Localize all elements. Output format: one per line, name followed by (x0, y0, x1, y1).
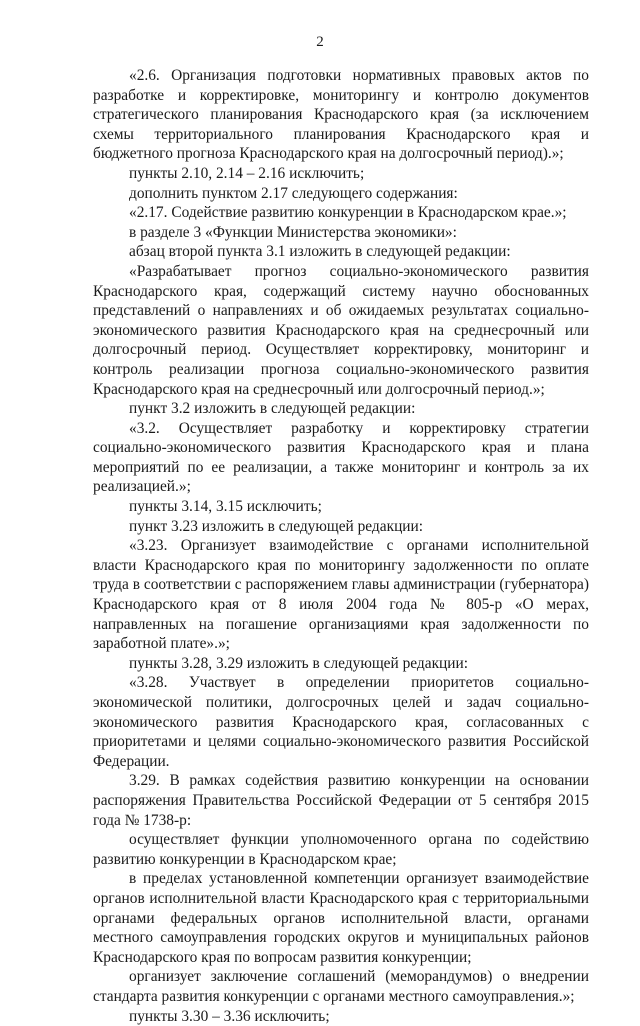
paragraph-3-29: 3.29. В рамках содействия развитию конкуренции на основании распоряжения Правительства Российской Федерации от 5 сентября 2015 года № 1738-р: (93, 771, 589, 830)
paragraph-3-2: «3.2. Осуществляет разработку и корректировку стратегии социально-экономического развития Краснодарского края и плана мероприятий по ее реализации, а также мониторинг и контроль за их реализацией.»; (93, 419, 589, 497)
paragraph-2-17: «2.17. Содействие развитию конкуренции в Краснодарском крае.»; (93, 203, 589, 223)
paragraph-exclude-2-10: пункты 2.10, 2.14 – 2.16 исключить; (93, 164, 589, 184)
paragraph-section-3: в разделе 3 «Функции Министерства экономики»: (93, 223, 589, 243)
paragraph-3-2-intro: пункт 3.2 изложить в следующей редакции: (93, 399, 589, 419)
paragraph-3-23-intro: пункт 3.23 изложить в следующей редакции: (93, 517, 589, 537)
document-body (93, 66, 589, 1026)
paragraph-add-2-17: дополнить пунктом 2.17 следующего содержания: (93, 184, 589, 204)
paragraph-3-28: «3.28. Участвует в определении приоритетов социально-экономической политики, долгосрочных целей и задач социально-экономического развития Краснодарского края, согласованных с приоритетами и целями социально-экономического развития Российской Федерации. (93, 673, 589, 771)
paragraph-3-29-functions: осуществляет функции уполномоченного органа по содействию развитию конкуренции в Краснодарском крае; (93, 830, 589, 869)
page-number: 2 (0, 34, 640, 50)
paragraph-3-1-intro: абзац второй пункта 3.1 изложить в следующей редакции: (93, 242, 589, 262)
paragraph-exclude-3-14: пункты 3.14, 3.15 исключить; (93, 497, 589, 517)
paragraph-3-1: «Разрабатывает прогноз социально-экономического развития Краснодарского края, содержащий систему научно обоснованных представлений о направлениях и об ожидаемых результатах социально-экономического развития Краснодарского края на среднесрочный или долгосрочный период. Осуществляет корректировку, мониторинг и контроль реализации прогноза социально-экономического развития Краснодарского края на среднесрочный или долгосрочный период.»; (93, 262, 589, 399)
paragraph-3-29-agreements: организует заключение соглашений (меморандумов) о внедрении стандарта развития конкуренции с органами местного самоуправления.»; (93, 967, 589, 1006)
paragraph-3-23: «3.23. Организует взаимодействие с органами исполнительной власти Краснодарского края по мониторингу задолженности по оплате труда в соответствии с распоряжением главы администрации (губернатора) Краснодарского края от 8 июля 2004 года № 805-р «О мерах, направленных на погашение организациями края задолженности по заработной плате».»; (93, 536, 589, 654)
paragraph-exclude-3-30: пункты 3.30 – 3.36 исключить; (93, 1007, 589, 1026)
paragraph-3-29-interaction: в пределах установленной компетенции организует взаимодействие органов исполнительной власти Краснодарского края с территориальными органами федеральных органов исполнительной власти, органами местного самоуправления городских округов и муниципальных районов Краснодарского края по вопросам развития конкуренции; (93, 869, 589, 967)
paragraph-2-6: «2.6. Организация подготовки нормативных правовых актов по разработке и корректировке, мониторингу и контролю документов стратегического планирования Краснодарского края (за исключением схемы территориального планирования Краснодарского края и бюджетного прогноза Краснодарского края на долгосрочный период).»; (93, 66, 589, 164)
paragraph-3-28-intro: пункты 3.28, 3.29 изложить в следующей редакции: (93, 654, 589, 674)
